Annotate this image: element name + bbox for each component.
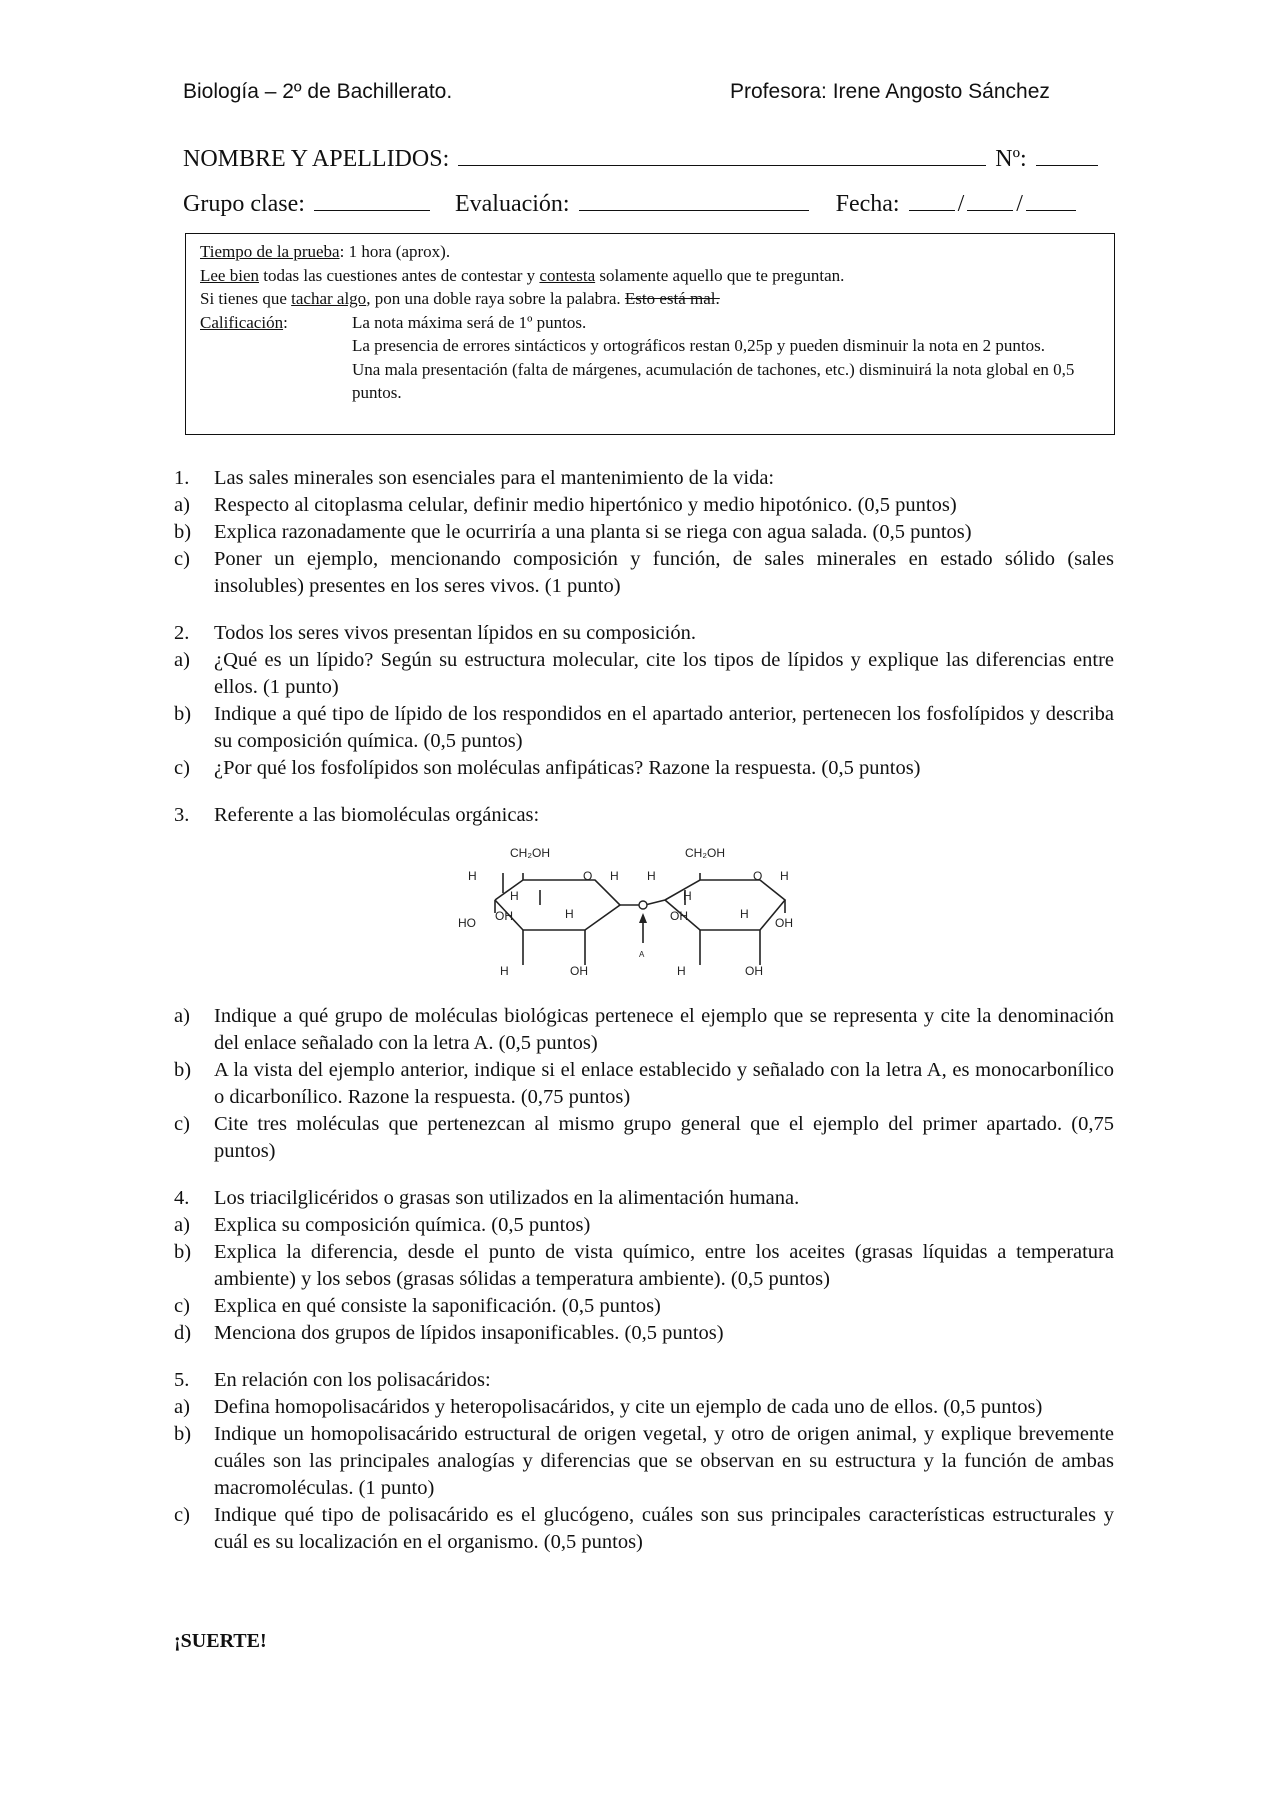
item-text: Cite tres moléculas que pertenezcan al mismo grupo general que el ejemplo del primer apartado. (0,75 puntos)	[214, 1113, 1114, 1162]
item-text: Explica la diferencia, desde el punto de vista químico, entre los aceites (grasas líquidas a temperatura ambiente) y los sebos (grasas sólidas a temperatura ambiente). (0,5 puntos)	[214, 1241, 1114, 1290]
label-oh: OH	[670, 909, 688, 923]
number-field[interactable]	[1036, 145, 1098, 166]
arrow-head	[639, 913, 647, 923]
label-h: H	[610, 869, 619, 883]
name-row	[183, 145, 1101, 173]
question-number: 5.	[174, 1369, 190, 1391]
date-separator: /	[1016, 191, 1023, 217]
label-h: H	[780, 869, 789, 883]
group-row	[183, 190, 1079, 218]
date-separator: /	[957, 191, 965, 217]
item-text: Explica razonadamente que le ocurriría a una planta si se riega con agua salada. (0,5 puntos)	[214, 521, 972, 543]
question-3b	[174, 1057, 1114, 1111]
grading-rules	[352, 311, 1100, 405]
strike-example: Esto está mal.	[624, 289, 720, 308]
item-text: Indique un homopolisacárido estructural de origen vegetal, y otro de origen animal, y explique brevemente cuáles son las principales analogías y diferencias que se observan en su estructura y la función de ambas macromoléculas. (1 punto)	[214, 1423, 1114, 1499]
item-label: b)	[174, 521, 192, 543]
name-field[interactable]	[458, 145, 986, 166]
cross-text-end: , pon una doble raya sobre la palabra.	[366, 289, 625, 308]
question-3a	[174, 1003, 1114, 1057]
label-oh: OH	[775, 916, 793, 930]
item-label: b)	[174, 1423, 192, 1445]
question-4a	[174, 1212, 1114, 1239]
item-text: Indique qué tipo de polisacárido es el glucógeno, cuáles son sus principales características estructurales y cuál es su localización en el organismo. (0,5 puntos)	[214, 1504, 1114, 1553]
item-text: ¿Por qué los fosfolípidos son moléculas anfipáticas? Razone la respuesta. (0,5 puntos)	[214, 757, 921, 779]
number-label: Nº:	[995, 146, 1027, 172]
question-4d	[174, 1320, 1114, 1347]
group-label: Grupo clase:	[183, 191, 305, 217]
question-4b	[174, 1239, 1114, 1293]
item-label: c)	[174, 1113, 190, 1135]
item-text: ¿Qué es un lípido? Según su estructura molecular, cite los tipos de lípidos y explique las diferencias entre ellos. (1 punto)	[214, 649, 1114, 698]
question-text: Todos los seres vivos presentan lípidos en su composición.	[214, 622, 696, 644]
glycosidic-oxygen	[639, 901, 647, 909]
question-1c	[174, 546, 1114, 600]
question-2-stem	[174, 620, 1114, 647]
question-number: 1.	[174, 467, 190, 489]
label-ch2oh-right: CH₂OH	[685, 846, 725, 860]
question-text: En relación con los polisacáridos:	[214, 1369, 491, 1391]
question-text: Referente a las biomoléculas orgánicas:	[214, 804, 540, 826]
date-year-field[interactable]	[1026, 190, 1076, 211]
question-5c	[174, 1502, 1114, 1556]
cross-line	[200, 287, 1100, 311]
question-2c	[174, 755, 1114, 782]
time-line	[200, 240, 1100, 264]
grading-rule-errors: La presencia de errores sintácticos y ortográficos restan 0,25p y pueden disminuir la nota en 2 puntos.	[352, 336, 1046, 355]
cross-emphasis: tachar algo	[291, 289, 367, 308]
item-label: c)	[174, 1504, 190, 1526]
question-1-stem	[174, 465, 1114, 492]
label-oh: OH	[570, 964, 588, 978]
item-label: a)	[174, 1214, 190, 1236]
item-label: b)	[174, 1059, 192, 1081]
item-text: Explica su composición química. (0,5 puntos)	[214, 1214, 591, 1236]
label-ho: HO	[458, 916, 476, 930]
question-1b	[174, 519, 1114, 546]
label-oh: OH	[745, 964, 763, 978]
label-oh: OH	[495, 909, 513, 923]
question-1	[174, 465, 1114, 829]
grading-colon: :	[283, 312, 288, 332]
item-text: Explica en qué consiste la saponificación. (0,5 puntos)	[214, 1295, 661, 1317]
question-2b	[174, 701, 1114, 755]
question-1a	[174, 492, 1114, 519]
cross-text: Si tienes que	[200, 289, 292, 308]
item-text: Defina homopolisacáridos y heteropolisacáridos, y cite un ejemplo de cada uno de ellos. (0,5 puntos)	[214, 1396, 1043, 1418]
label-h: H	[500, 964, 509, 978]
time-value: : 1 hora (aprox).	[339, 242, 451, 261]
time-label: Tiempo de la prueba	[200, 242, 340, 261]
label-h: H	[647, 869, 656, 883]
question-3c	[174, 1111, 1114, 1165]
left-ring	[495, 880, 620, 930]
question-3-items	[174, 1003, 1114, 1556]
read-emphasis: Lee bien	[200, 265, 259, 285]
item-text: Indique a qué tipo de lípido de los respondidos en el apartado anterior, pertenecen los fosfolípidos y describa su composición química. (0,5 puntos)	[214, 703, 1114, 752]
item-label: a)	[174, 494, 190, 516]
question-text: Los triacilglicéridos o grasas son utilizados en la alimentación humana.	[214, 1187, 800, 1209]
question-number: 3.	[174, 804, 190, 826]
item-label: c)	[174, 548, 190, 570]
question-5b	[174, 1421, 1114, 1502]
question-4c	[174, 1293, 1114, 1320]
grading-rule-max: La nota máxima será de 1º puntos.	[352, 312, 587, 332]
date-day-field[interactable]	[909, 190, 955, 211]
item-text: Indique a qué grupo de moléculas biológicas pertenece el ejemplo que se representa y cite la denominación del enlace señalado con la letra A. (0,5 puntos)	[214, 1005, 1114, 1054]
item-text: Menciona dos grupos de lípidos insaponificables. (0,5 puntos)	[214, 1322, 724, 1344]
subject-header: Biología – 2º de Bachillerato.	[183, 80, 453, 103]
question-5-stem	[174, 1367, 1114, 1394]
read-text: todas las cuestiones antes de contestar y	[259, 265, 540, 285]
read-text-end: solamente aquello que te preguntan.	[595, 265, 845, 285]
item-label: c)	[174, 757, 190, 779]
question-number: 4.	[174, 1187, 190, 1209]
item-text: A la vista del ejemplo anterior, indique si el enlace establecido y señalado con la letra A, es monocarbonílico o dicarbonílico. Razone la respuesta. (0,75 puntos)	[214, 1059, 1114, 1108]
teacher-header: Profesora: Irene Angosto Sánchez	[730, 80, 1050, 103]
label-h: H	[740, 907, 749, 921]
instructions-box	[185, 233, 1115, 435]
answer-emphasis: contesta	[539, 265, 596, 285]
disaccharide-diagram	[455, 845, 855, 1000]
question-3-stem	[174, 802, 1114, 829]
label-ch2oh-left: CH₂OH	[510, 846, 550, 860]
grading-label-cell	[200, 311, 352, 405]
item-text: Respecto al citoplasma celular, definir medio hipertónico y medio hipotónico. (0,5 puntos)	[214, 494, 957, 516]
grading-rule-presentation: Una mala presentación (falta de márgenes, acumulación de tachones, etc.) disminuirá la nota global en 0,5 puntos.	[352, 359, 1075, 402]
item-label: a)	[174, 1396, 190, 1418]
evaluation-field[interactable]	[579, 190, 809, 211]
item-label: a)	[174, 1005, 190, 1027]
item-text: Poner un ejemplo, mencionando composición y función, de sales minerales en estado sólido (sales insolubles) presentes en los seres vivos. (1 punto)	[214, 548, 1114, 597]
question-2a	[174, 647, 1114, 701]
label-o-left: O	[583, 869, 593, 883]
item-label: d)	[174, 1322, 192, 1344]
item-label: a)	[174, 649, 190, 671]
question-number: 2.	[174, 622, 190, 644]
grading-label: Calificación	[200, 312, 284, 332]
date-month-field[interactable]	[967, 190, 1013, 211]
question-text: Las sales minerales son esenciales para el mantenimiento de la vida:	[214, 467, 775, 489]
label-o-right: O	[753, 869, 763, 883]
question-5a	[174, 1394, 1114, 1421]
item-label: b)	[174, 1241, 192, 1263]
evaluation-label: Evaluación:	[454, 191, 570, 217]
label-h: H	[677, 964, 686, 978]
label-bond-a: A	[639, 950, 645, 959]
closing-good-luck: ¡SUERTE!	[174, 1630, 267, 1652]
date-label: Fecha:	[835, 191, 900, 217]
grading-section	[200, 311, 1100, 405]
name-label: NOMBRE Y APELLIDOS:	[183, 146, 450, 172]
label-h: H	[510, 889, 519, 903]
question-4-stem	[174, 1185, 1114, 1212]
item-label: c)	[174, 1295, 190, 1317]
label-h: H	[683, 889, 692, 903]
group-field[interactable]	[314, 190, 430, 211]
label-h: H	[565, 907, 574, 921]
read-line	[200, 264, 1100, 288]
item-label: b)	[174, 703, 192, 725]
label-h: H	[468, 869, 477, 883]
